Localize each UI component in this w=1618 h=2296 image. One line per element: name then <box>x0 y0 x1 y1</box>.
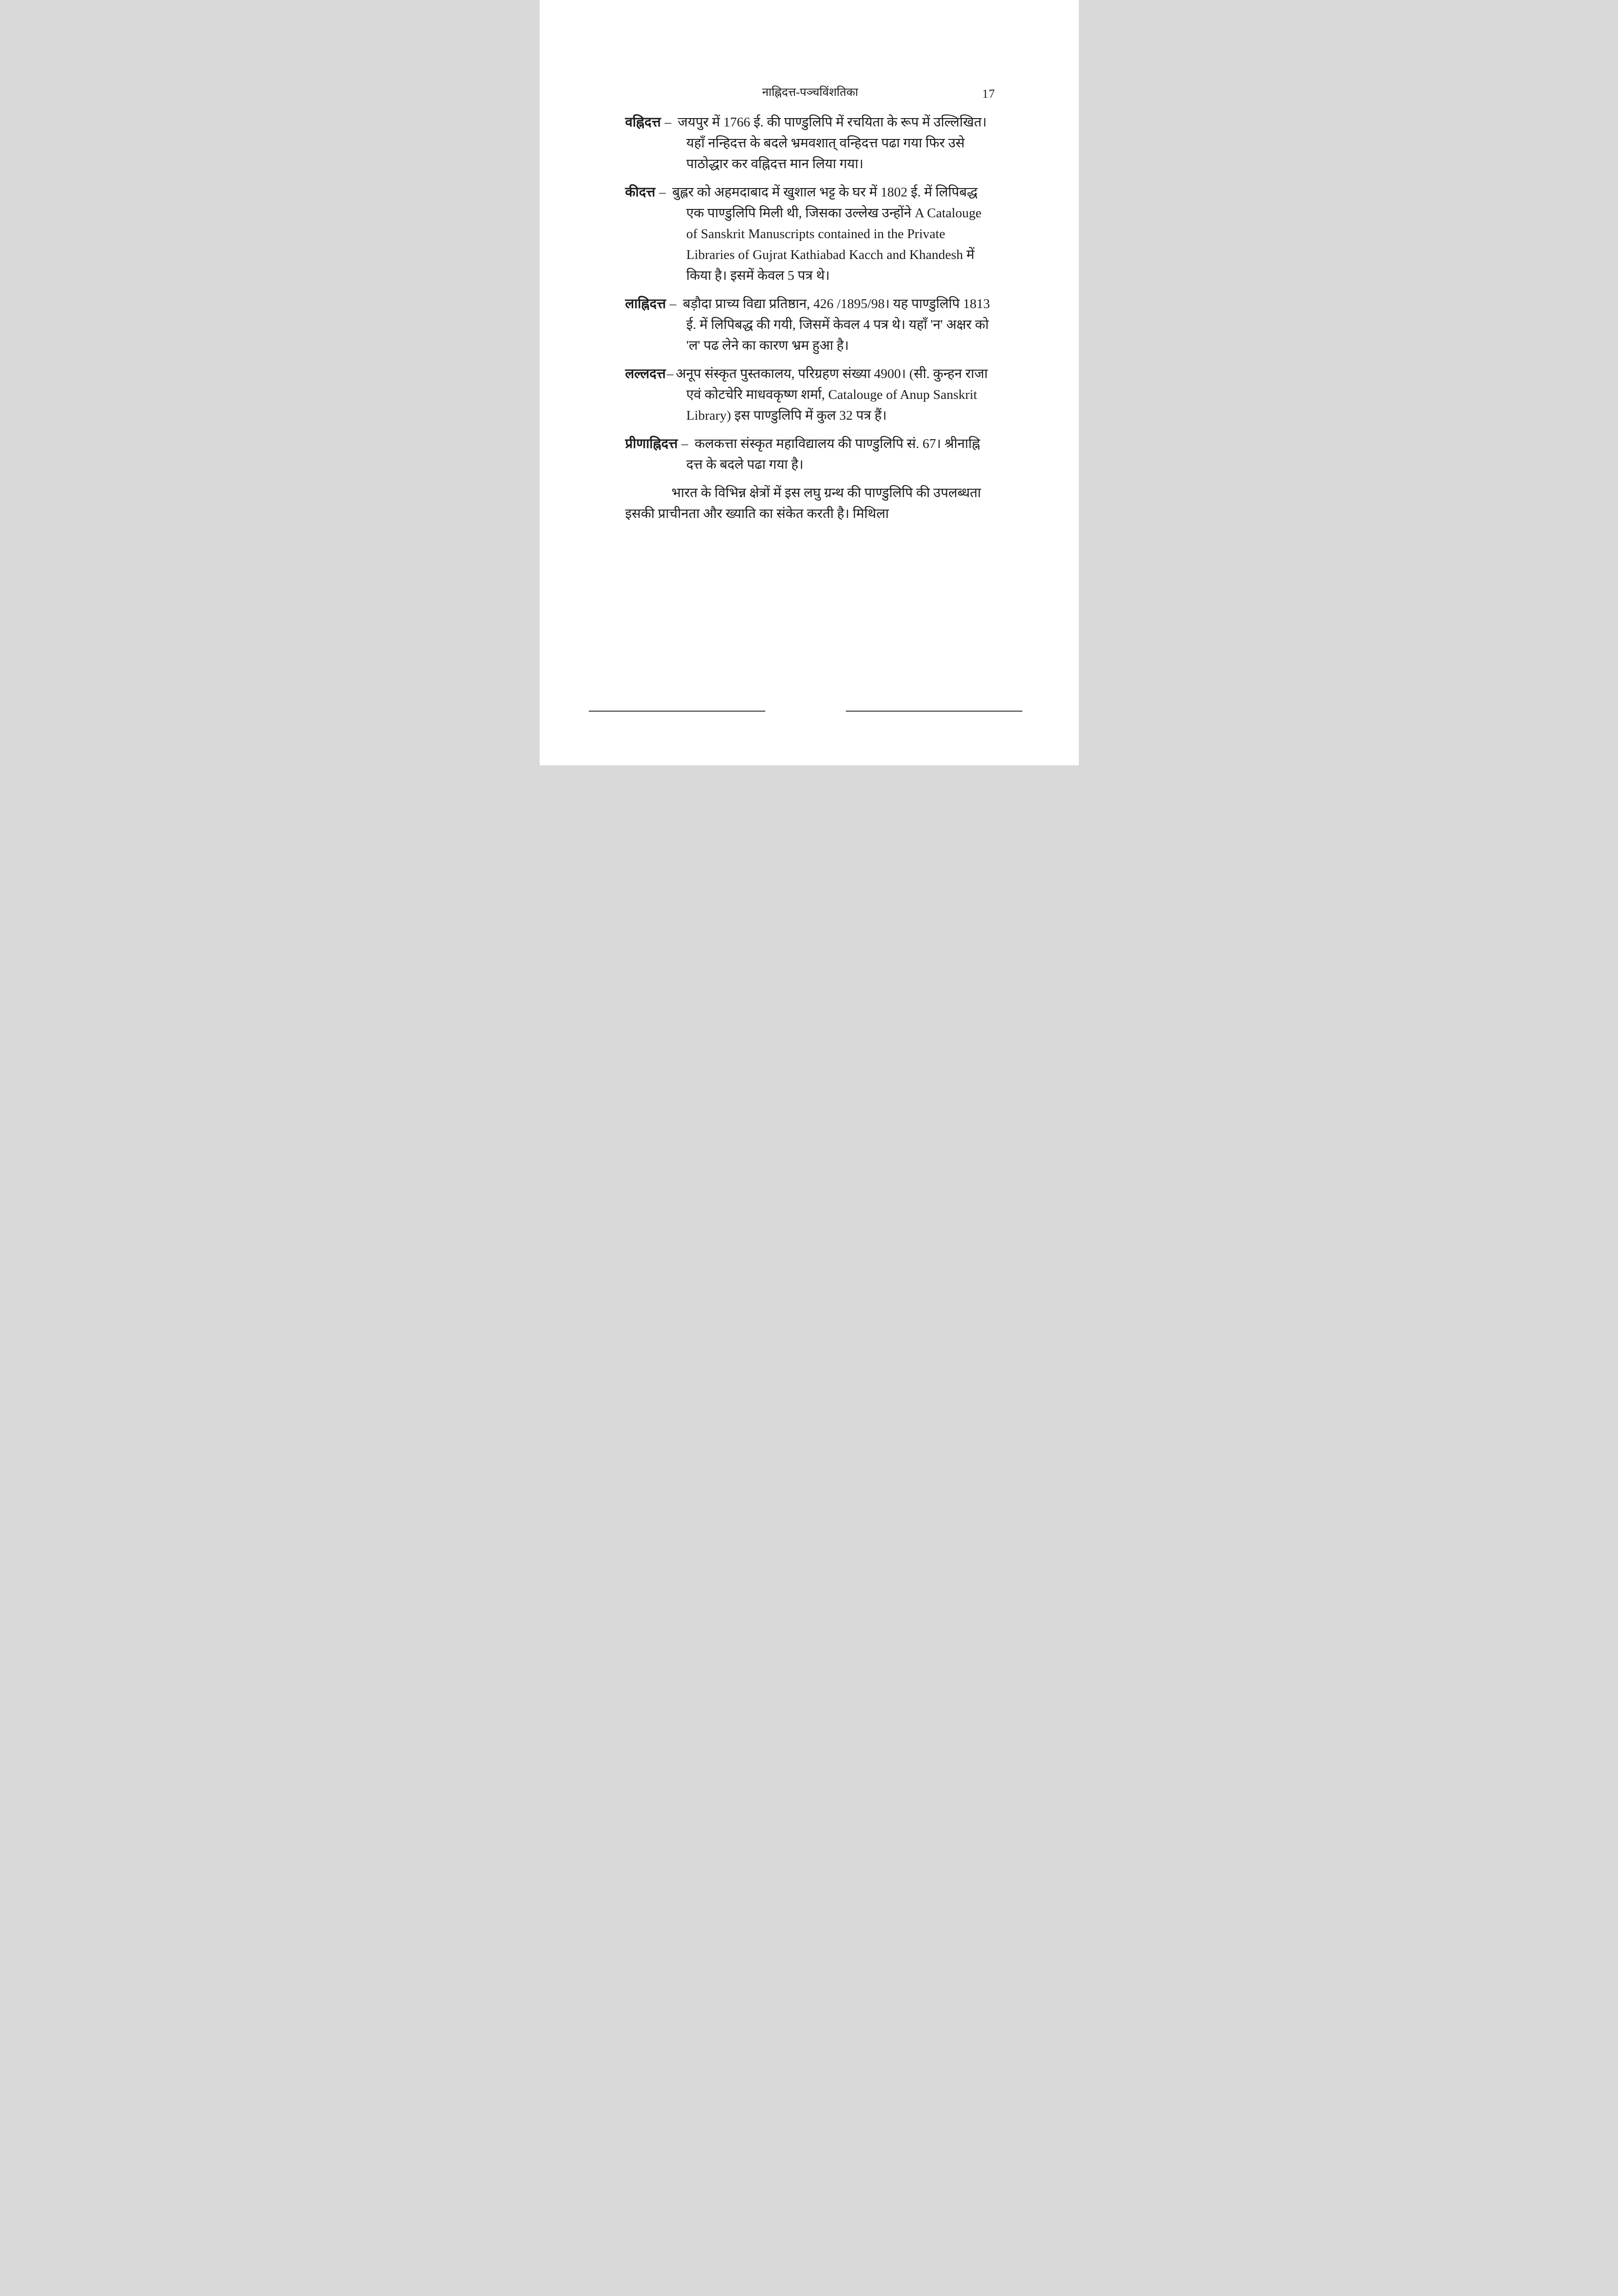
entry-dash: – <box>667 366 674 381</box>
entry-text: कलकत्ता संस्कृत महाविद्यालय की पाण्डुलिपि सं. 67। श्रीनाह्नि दत्त के बदले पढा गया है। <box>686 436 981 472</box>
entry-term: कीदत्त <box>625 185 655 200</box>
manuscript-entry-kidatta <box>625 182 996 286</box>
entry-text: जयपुर में 1766 ई. की पाण्डुलिपि में रचयिता के रूप में उल्लिखित। यहाँ नन्हिदत्त के बदले भ्रमवशात् वन्हिदत्त पढा गया फिर उसे पाठोद्धार कर वह्निदत्त मान लिया गया। <box>678 115 987 171</box>
entry-dash: – <box>664 115 672 130</box>
page-footer <box>589 711 1022 712</box>
entry-dash: – <box>669 296 677 311</box>
manuscript-entry-lahnidatta <box>625 294 996 356</box>
entry-term: लाह्निदत्त <box>625 296 666 311</box>
footer-rule-right <box>846 711 1022 712</box>
manuscript-entry-lalladatta <box>625 364 996 426</box>
manuscript-entry-vahnidatta <box>625 112 996 175</box>
entry-text: बड़ौदा प्राच्य विद्या प्रतिष्ठान, 426 /1895/98। यह पाण्डुलिपि 1813 ई. में लिपिबद्ध की गयी, जिसमें केवल 4 पत्र थे। यहाँ 'न' अक्षर को 'ल' पढ लेने का कारण भ्रम हुआ है। <box>683 296 990 353</box>
page-number: 17 <box>982 87 995 101</box>
entry-dash: – <box>681 436 688 451</box>
entry-text: अनूप संस्कृत पुस्तकालय, परिग्रहण संख्या 4900। (सी. कुन्हन राजा एवं कोटचेरि माधवकृष्ण शर्मा, Catalouge of Anup Sanskrit Library) इस पाण्डुलिपि में कुल 32 पत्र हैं। <box>675 366 988 423</box>
entry-term: लल्लदत्त <box>625 366 666 381</box>
entry-dash: – <box>659 185 666 200</box>
closing-paragraph: भारत के विभिन्न क्षेत्रों में इस लघु ग्रन्थ की पाण्डुलिपि की उपलब्धता इसकी प्राचीनता और ख्याति का संकेत करती है। मिथिला <box>625 486 981 521</box>
entry-text: बुह्लर को अहमदाबाद में खुशाल भट्ट के घर में 1802 ई. में लिपिबद्ध एक पाण्डुलिपि मिली थी, जिसका उल्लेख उन्होंने A Catalouge of Sanskrit Manuscripts contained in the Private Libraries of Gujrat Kathiabad Kacch and Khandesh में किया है। इसमें केवल 5 पत्र थे। <box>672 185 982 283</box>
footer-rule-left <box>589 711 765 712</box>
entry-term: वह्निदत्त <box>625 115 661 130</box>
scanned-book-page <box>540 0 1079 765</box>
page-body <box>625 112 996 524</box>
page-header <box>625 85 995 100</box>
entry-term: प्रीणाह्निदत्त <box>625 436 678 451</box>
running-title: नाह्निदत्त-पञ्चविंशतिका <box>762 86 858 99</box>
manuscript-entry-prinahnidatta <box>625 434 996 475</box>
